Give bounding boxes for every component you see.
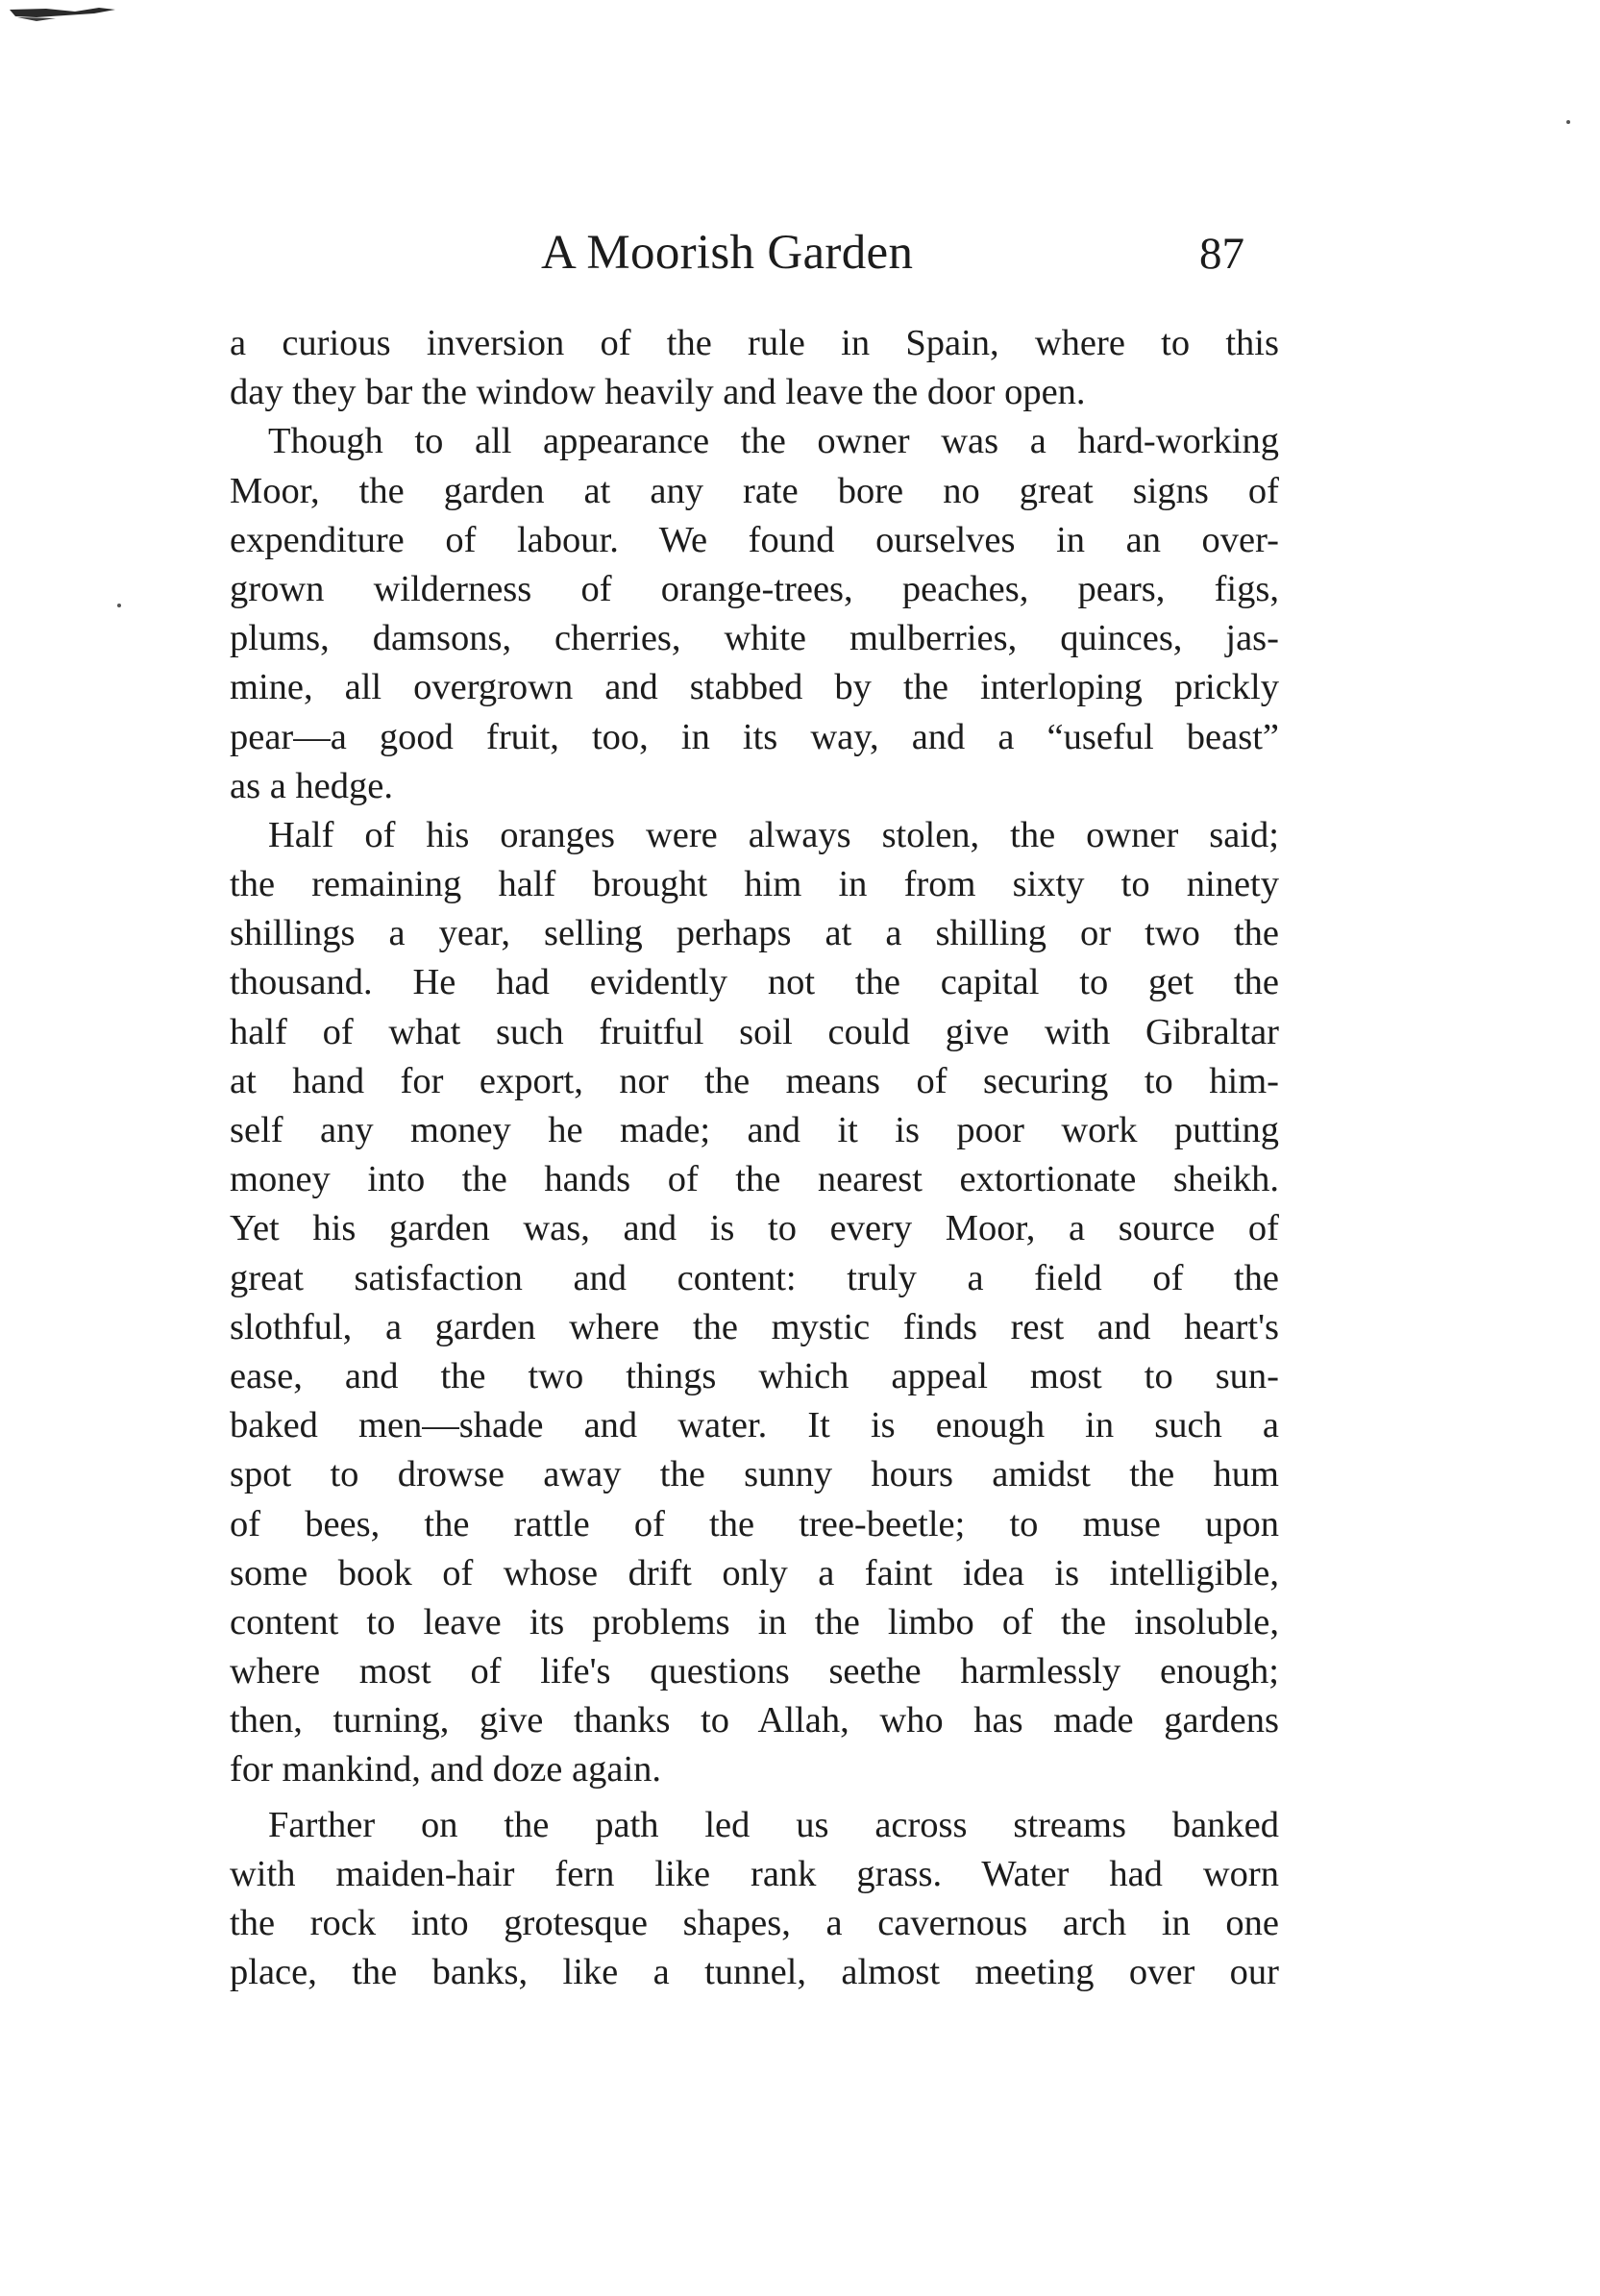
text-line: half of what such fruitful soil could give with Gibraltar [230,1011,1279,1052]
text-line: Moor, the garden at any rate bore no great signs of [230,470,1279,511]
text-line: the remaining half brought him in from sixty to ninety [230,864,1279,905]
text-line: slothful, a garden where the mystic finds rest and heart's [230,1306,1279,1347]
text-line: Half of his oranges were always stolen, the owner said; [268,814,1279,855]
scan-mark [8,6,123,23]
stray-mark [117,604,121,607]
text-line: ease, and the two things which appeal most to sun- [230,1355,1279,1396]
text-line: place, the banks, like a tunnel, almost meeting over our [230,1952,1279,1993]
text-line: pear—a good fruit, too, in its way, and a “useful beast” [230,716,1279,757]
text-line: day they bar the window heavily and leave the door open. [230,372,1086,413]
text-line: self any money he made; and it is poor work putting [230,1110,1279,1150]
text-line: the rock into grotesque shapes, a cavernous arch in one [230,1903,1279,1943]
text-line: Though to all appearance the owner was a hard-working [268,421,1279,462]
running-title: A Moorish Garden [541,226,914,280]
body-text [230,319,1279,1997]
text-line: some book of whose drift only a faint idea is intelligible, [230,1552,1279,1593]
text-line: expenditure of labour. We found ourselves in an over- [230,519,1279,560]
page-header [0,219,1600,286]
text-line: spot to drowse away the sunny hours amidst the hum [230,1454,1279,1495]
stray-mark [1566,120,1570,124]
text-line: grown wilderness of orange-trees, peaches, pears, figs, [230,568,1279,609]
text-line: for mankind, and doze again. [230,1749,662,1790]
text-line: with maiden-hair fern like rank grass. Water had worn [230,1853,1279,1894]
text-line: as a hedge. [230,765,393,806]
text-line: at hand for export, nor the means of securing to him- [230,1060,1279,1101]
text-line: of bees, the rattle of the tree-beetle; to muse upon [230,1503,1279,1544]
text-line: a curious inversion of the rule in Spain, where to this [230,323,1279,363]
text-line: shillings a year, selling perhaps at a shilling or two the [230,913,1279,954]
text-line: great satisfaction and content: truly a field of the [230,1257,1279,1298]
text-line: then, turning, give thanks to Allah, who has made gardens [230,1700,1279,1741]
text-line: where most of life's questions seethe harmlessly enough; [230,1651,1279,1692]
text-line: baked men—shade and water. It is enough in such a [230,1405,1279,1446]
text-line: plums, damsons, cherries, white mulberries, quinces, jas- [230,618,1279,659]
text-line: thousand. He had evidently not the capital to get the [230,962,1279,1003]
text-line: Farther on the path led us across streams banked [268,1804,1279,1845]
text-line: Yet his garden was, and is to every Moor, a source of [230,1208,1279,1249]
text-line: content to leave its problems in the limbo of the insoluble, [230,1601,1279,1642]
text-line: money into the hands of the nearest extortionate sheikh. [230,1159,1279,1200]
text-line: mine, all overgrown and stabbed by the interloping prickly [230,667,1279,708]
page-number: 87 [1199,229,1244,279]
